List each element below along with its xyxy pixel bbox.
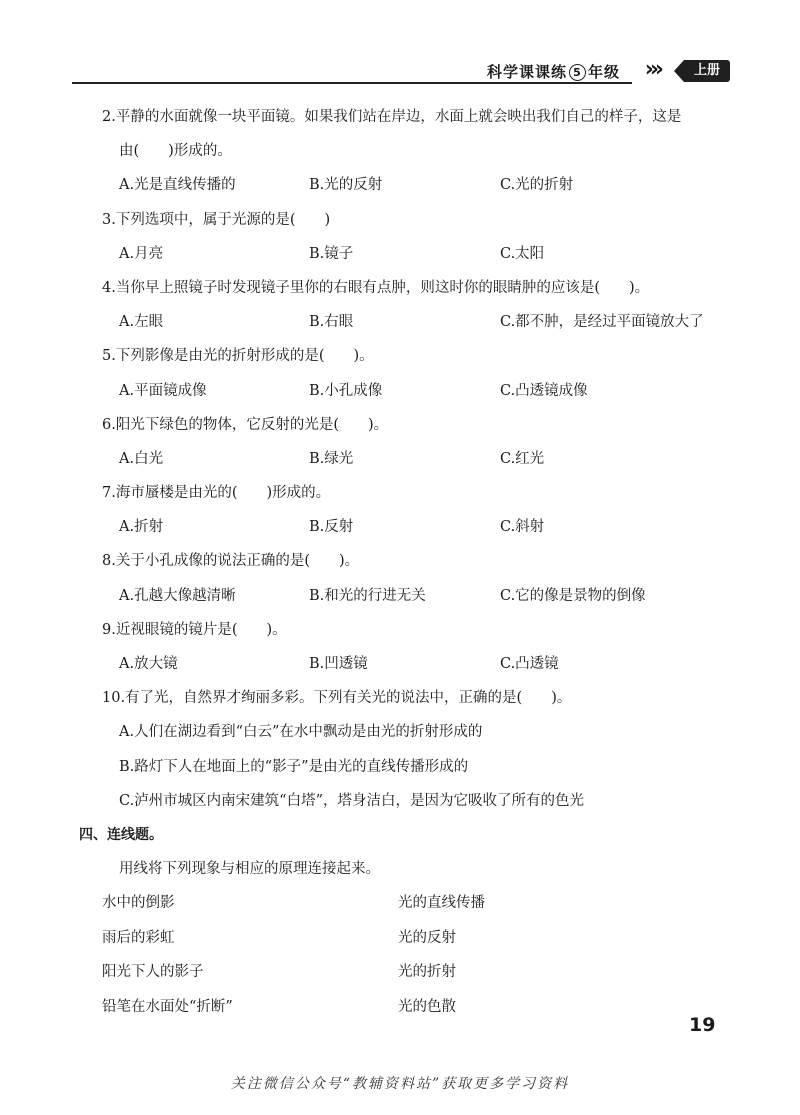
question-stem: 10.有了光，自然界才绚丽多彩。下列有关光的说法中，正确的是( )。 (102, 690, 572, 707)
question-6 (102, 408, 742, 476)
double-chevron-icon: ››› (644, 57, 660, 82)
question-stem: 7.海市蜃楼是由光的( )形成的。 (102, 485, 331, 502)
option-b: B.右眼 (309, 314, 354, 331)
option-c: C.泸州市城区内南宋建筑“白塔”，塔身洁白，是因为它吸收了所有的色光 (119, 792, 585, 809)
option-a: A.平面镜成像 (119, 382, 207, 399)
principle-item: 光的反射 (398, 929, 456, 946)
option-c: C.太阳 (500, 245, 545, 262)
page-header (72, 58, 730, 84)
matching-row (102, 990, 742, 1025)
matching-row (102, 955, 742, 990)
question-7 (102, 476, 742, 544)
matching-row (102, 886, 742, 921)
option-a: A.光是直线传播的 (119, 177, 236, 194)
question-stem: 4.当你早上照镜子时发现镜子里你的右眼有点肿，则这时你的眼睛肿的应该是( )。 (102, 279, 650, 296)
book-title (487, 61, 620, 82)
header-rule (72, 82, 632, 84)
question-options (102, 305, 742, 339)
footer-note: 关注微信公众号“教辅资料站”获取更多学习资料 (230, 1076, 570, 1092)
question-stem: 8.关于小孔成像的说法正确的是( )。 (102, 553, 360, 570)
question-stem: 由( )形成的。 (119, 143, 232, 160)
option-a: A.折射 (119, 519, 164, 536)
question-options (102, 374, 742, 408)
option-c: C.光的折射 (500, 177, 574, 194)
option-c: C.红光 (500, 450, 545, 467)
question-options (102, 168, 742, 202)
option-b: B.反射 (309, 519, 354, 536)
option-b: B.绿光 (309, 450, 354, 467)
question-options (102, 442, 742, 476)
section-matching (79, 818, 742, 1024)
question-stem: 2.平静的水面就像一块平面镜。如果我们站在岸边，水面上就会映出我们自己的样子，这是 (102, 109, 682, 125)
principle-item: 光的折射 (398, 964, 456, 981)
option-c: C.都不肿，是经过平面镜放大了 (500, 314, 704, 331)
principle-item: 光的色散 (398, 998, 456, 1015)
phenomenon-item: 阳光下人的影子 (102, 964, 204, 981)
option-c: C.凸透镜成像 (500, 382, 588, 399)
question-options (102, 579, 742, 613)
option-c: C.斜射 (500, 519, 545, 536)
book-title-prefix: 科学课课练 (486, 63, 567, 81)
question-stem: 9.近视眼镜的镜片是( )。 (102, 621, 287, 638)
book-title-suffix: 年级 (587, 63, 620, 81)
question-8 (102, 544, 742, 612)
question-4 (102, 271, 742, 339)
option-a: A.月亮 (119, 245, 164, 262)
option-b: B.小孔成像 (309, 382, 383, 399)
principle-item: 光的直线传播 (398, 895, 485, 912)
question-options (102, 237, 742, 271)
option-b: B.路灯下人在地面上的“影子”是由光的直线传播形成的 (119, 758, 469, 775)
question-stem: 3.下列选项中，属于光源的是( ) (102, 211, 331, 228)
question-10 (102, 681, 742, 818)
question-3 (102, 203, 742, 271)
matching-row (102, 921, 742, 956)
question-stem: 6.阳光下绿色的物体，它反射的光是( )。 (102, 416, 389, 433)
volume-tab: 上册 (684, 60, 730, 82)
page-content (79, 100, 742, 1024)
question-9 (102, 613, 742, 681)
phenomenon-item: 水中的倒影 (102, 895, 175, 912)
option-b: B.镜子 (309, 245, 354, 262)
option-b: B.光的反射 (309, 177, 383, 194)
question-options (102, 647, 742, 681)
question-5 (102, 339, 742, 407)
option-a: A.左眼 (119, 314, 164, 331)
option-a: A.放大镜 (119, 656, 178, 672)
option-a: A.人们在湖边看到“白云”在水中飘动是由光的折射形成的 (119, 724, 483, 741)
grade-circle: 5 (569, 64, 586, 81)
page-number: 19 (689, 1014, 716, 1036)
question-stem: 5.下列影像是由光的折射形成的是( )。 (102, 348, 374, 365)
question-options (102, 510, 742, 544)
option-b: B.凹透镜 (309, 656, 368, 672)
option-b: B.和光的行进无关 (309, 587, 426, 604)
section-instruction: 用线将下列现象与相应的原理连接起来。 (119, 861, 380, 878)
option-c: C.凸透镜 (500, 656, 559, 672)
option-c: C.它的像是景物的倒像 (500, 587, 646, 604)
question-2 (102, 100, 742, 203)
option-a: A.白光 (119, 450, 164, 467)
phenomenon-item: 铅笔在水面处“折断” (102, 998, 233, 1015)
phenomenon-item: 雨后的彩虹 (102, 929, 175, 946)
section-title: 四、连线题。 (79, 826, 163, 843)
option-a: A.孔越大像越清晰 (119, 587, 236, 604)
